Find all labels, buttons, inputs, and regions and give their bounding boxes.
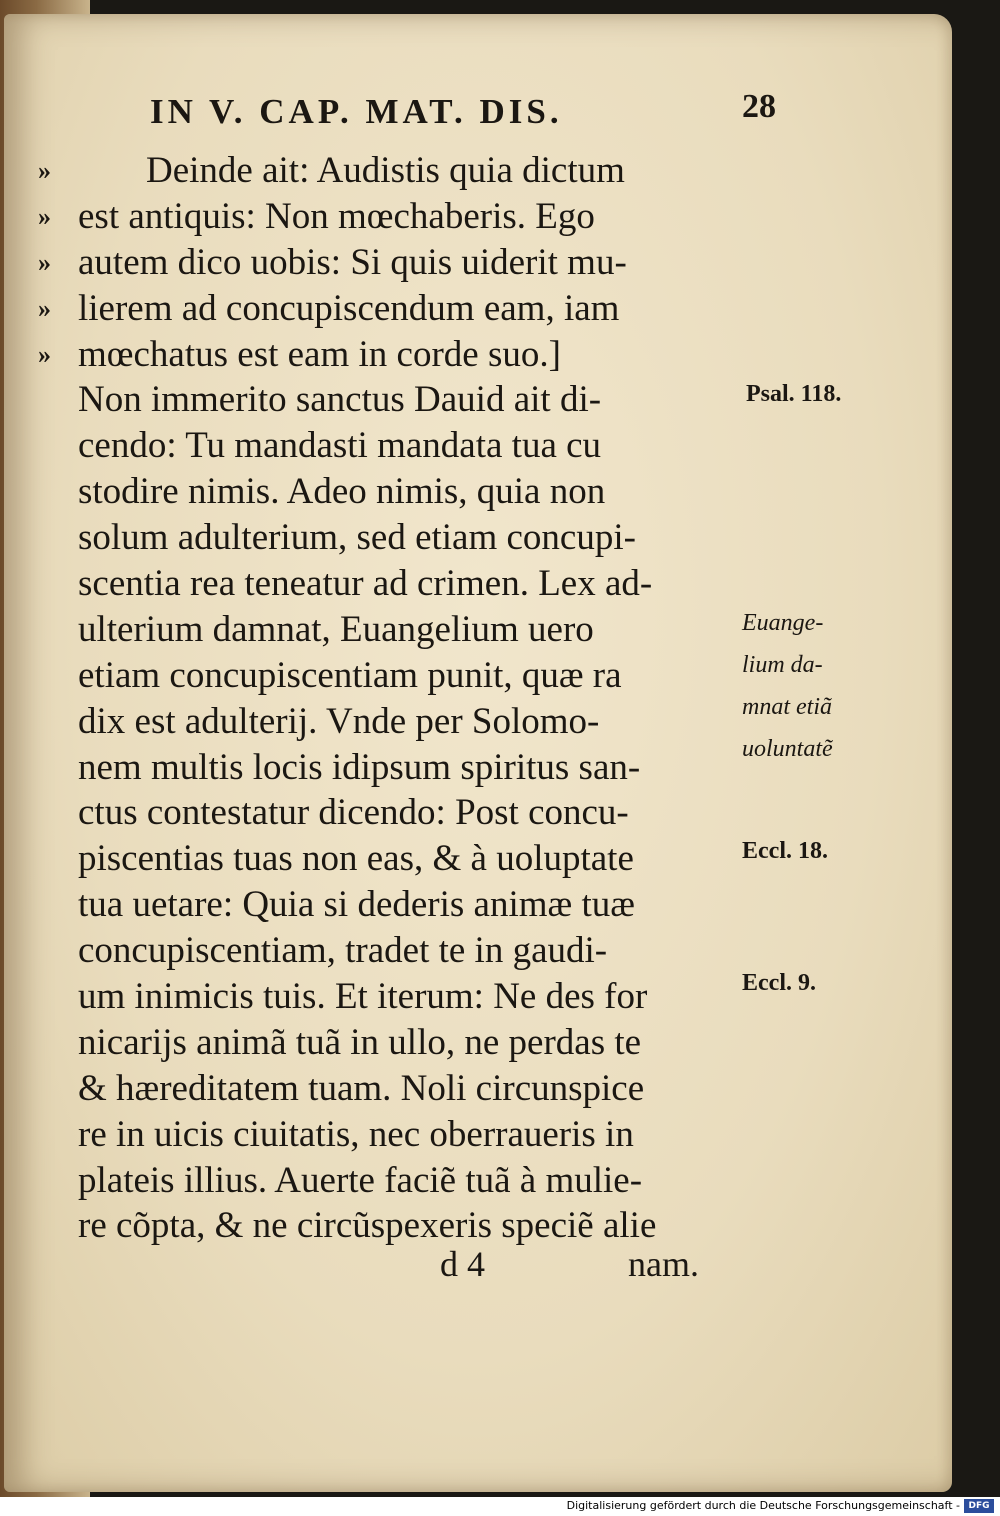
text-line — [78, 1020, 738, 1066]
quote-mark: » — [38, 247, 51, 277]
text-line — [38, 194, 738, 240]
margin-note: lium da- — [742, 652, 823, 678]
line-text: Non immerito sanctus Dauid ait di- — [78, 379, 602, 421]
line-text: piscentias tuas non eas, & à uoluptate — [78, 838, 634, 880]
text-line — [78, 882, 738, 928]
body-text — [38, 148, 738, 1249]
margin-note: uoluntatẽ — [742, 736, 833, 762]
text-line — [78, 928, 738, 974]
margin-note: Euange- — [742, 610, 824, 636]
folio-number: 28 — [742, 88, 776, 125]
line-text: concupiscentiam, tradet te in gaudi- — [78, 930, 608, 972]
line-text: Deinde ait: Audistis quia dictum — [146, 150, 625, 191]
line-text: re in uicis ciuitatis, nec oberraueris in — [78, 1113, 634, 1155]
line-text: scentia rea teneatur ad crimen. Lex ad- — [78, 563, 653, 605]
line-text: dix est adulterij. Vnde per Solomo- — [78, 700, 600, 742]
text-line — [78, 423, 738, 469]
text-line — [78, 790, 738, 836]
margin-note: Eccl. 9. — [742, 970, 816, 996]
dfg-logo: DFG — [964, 1499, 994, 1513]
text-line — [38, 286, 738, 332]
line-text: & hæreditatem tuam. Noli circunspice — [78, 1067, 645, 1109]
text-line — [38, 240, 738, 286]
quote-mark: » — [38, 156, 51, 185]
text-line — [78, 1112, 738, 1158]
text-line — [78, 836, 738, 882]
margin-note: Eccl. 18. — [742, 838, 828, 864]
quote-mark: » — [38, 339, 51, 369]
line-text: tua uetare: Quia si dederis animæ tuæ — [78, 884, 635, 926]
text-line — [78, 377, 738, 423]
text-line — [78, 653, 738, 699]
line-text: re cõpta, & ne circũspexeris speciẽ alie — [78, 1205, 657, 1247]
line-text: nem multis locis idipsum spiritus san- — [78, 746, 641, 788]
line-text: lierem ad concupiscendum eam, iam — [78, 287, 620, 329]
quote-mark: » — [38, 201, 51, 231]
line-text: um inimicis tuis. Et iterum: Ne des for — [78, 976, 648, 1018]
text-line — [78, 1066, 738, 1112]
text-line — [78, 515, 738, 561]
signature-mark: d 4 — [440, 1244, 485, 1284]
line-text: stodire nimis. Adeo nimis, quia non — [78, 471, 606, 513]
text-line — [78, 561, 738, 607]
line-text: ulterium damnat, Euangelium uero — [78, 608, 594, 650]
footer-bar — [0, 1497, 1000, 1516]
text-line — [78, 607, 738, 653]
margin-note: mnat etiã — [742, 694, 832, 720]
text-line — [78, 699, 738, 745]
running-head: IN V. CAP. MAT. DIS. — [150, 92, 563, 131]
text-line — [38, 148, 738, 194]
funding-credit: Digitalisierung gefördert durch die Deutsche Forschungsgemeinschaft - — [566, 1499, 960, 1512]
line-text: est antiquis: Non mœchaberis. Ego — [78, 195, 595, 237]
line-text: solum adulterium, sed etiam concupi- — [78, 517, 636, 559]
text-line — [78, 469, 738, 515]
line-text: autem dico uobis: Si quis uiderit mu- — [78, 241, 627, 283]
line-text: etiam concupiscentiam punit, quæ ra — [78, 654, 622, 696]
text-line — [78, 745, 738, 791]
text-line — [78, 974, 738, 1020]
line-text: cendo: Tu mandasti mandata tua cu — [78, 425, 602, 467]
text-line — [78, 1158, 738, 1204]
catchword: nam. — [628, 1244, 699, 1284]
line-text: nicarijs animã tuã in ullo, ne perdas te — [78, 1021, 642, 1063]
quote-mark: » — [38, 293, 51, 323]
margin-note: Psal. 118. — [746, 381, 842, 407]
line-text: ctus contestatur dicendo: Post concu- — [78, 792, 629, 834]
text-line — [38, 332, 738, 378]
line-text: mœchatus est eam in corde suo.] — [78, 333, 561, 375]
line-text: plateis illius. Auerte faciẽ tuã à mulie- — [78, 1159, 643, 1201]
